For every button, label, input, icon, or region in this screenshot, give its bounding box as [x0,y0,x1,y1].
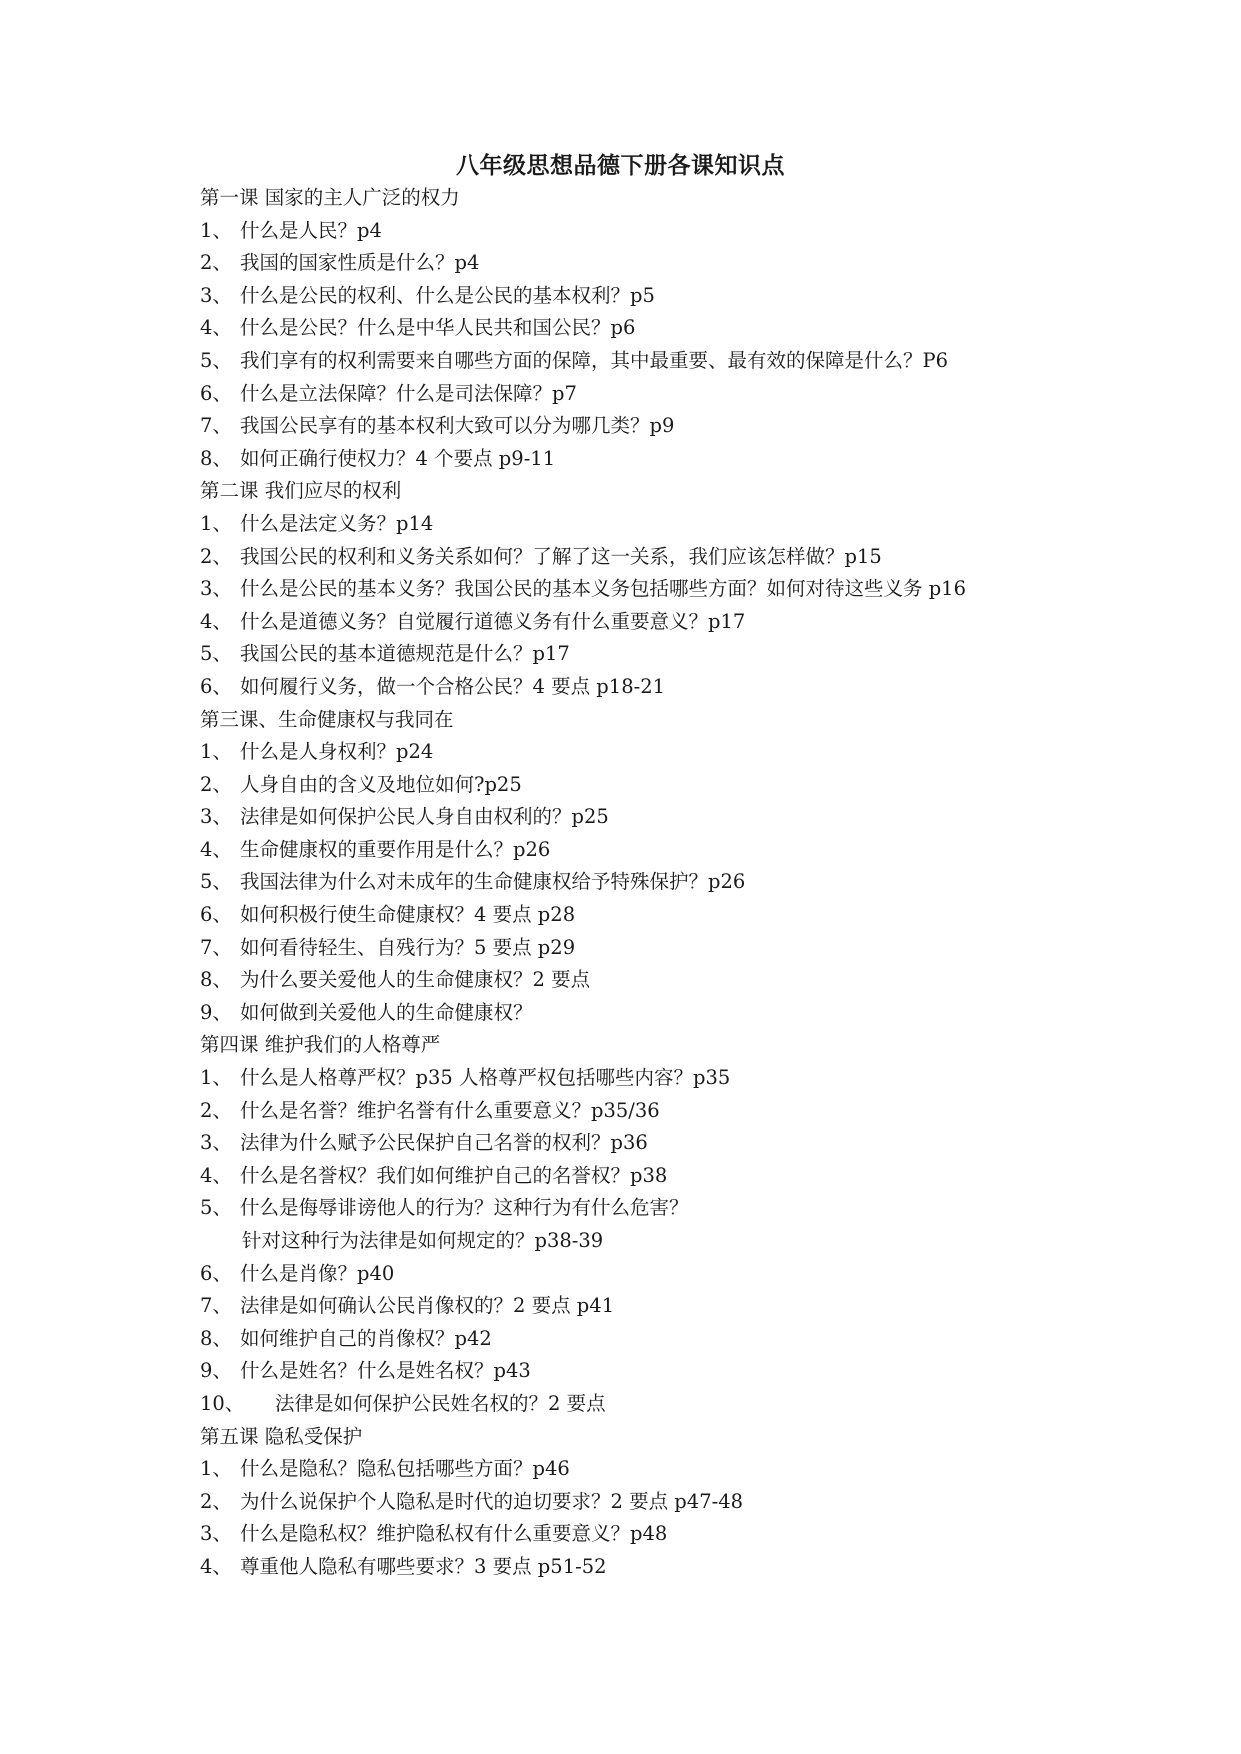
item-number: 2、 [200,772,232,796]
list-item [200,1518,1180,1551]
item-number: 3、 [200,805,232,829]
list-item [200,378,1180,411]
item-text: 如何正确行使权力？4 个要点 p9-11 [240,446,556,470]
item-number: 1、 [200,1066,232,1090]
item-number: 8、 [200,446,232,470]
list-item [200,638,1180,671]
item-text: 人身自由的含义及地位如何?p25 [240,772,522,796]
list-item [200,1160,1180,1193]
item-number: 5、 [200,642,232,666]
item-number: 3、 [200,577,232,601]
item-text: 什么是名誉权？我们如何维护自己的名誉权？p38 [240,1163,668,1187]
item-number: 3、 [200,283,232,307]
item-number: 7、 [200,414,232,438]
list-item [200,1355,1180,1388]
item-number: 9、 [200,1000,232,1024]
item-text: 我们享有的权利需要来自哪些方面的保障，其中最重要、最有效的保障是什么？P6 [240,348,949,372]
list-item [200,1258,1180,1291]
list-item [200,345,1180,378]
lesson-heading: 第一课 国家的主人广泛的权力 [200,186,460,209]
item-text: 如何积极行使生命健康权？4 要点 p28 [240,903,576,927]
item-text: 什么是人格尊严权？p35 人格尊严权包括哪些内容？p35 [240,1066,731,1090]
list-item [200,671,1180,704]
list-item [200,899,1180,932]
item-text: 如何履行义务，做一个合格公民？4 要点 p18-21 [240,674,666,698]
list-item [200,443,1180,476]
item-text: 什么是人民？p4 [240,218,382,242]
list-item [200,736,1180,769]
lesson-heading: 第四课 维护我们的人格尊严 [200,1033,441,1057]
list-item [200,1290,1180,1323]
item-number: 6、 [200,674,232,698]
item-text: 什么是法定义务？p14 [240,511,434,535]
list-item [200,508,1180,541]
item-number: 10、 [200,1391,245,1415]
item-number: 3、 [200,1131,232,1155]
item-number: 4、 [200,609,232,633]
list-item [200,801,1180,834]
document-body [200,182,1180,1584]
item-text: 我国公民的权利和义务关系如何？了解了这一关系，我们应该怎样做？p15 [240,544,882,568]
item-text: 我国法律为什么对未成年的生命健康权给予特殊保护？p26 [240,870,746,894]
list-item [200,1388,1180,1421]
list-item [200,834,1180,867]
item-text: 尊重他人隐私有哪些要求？3 要点 p51-52 [240,1554,607,1578]
item-text: 什么是公民？什么是中华人民共和国公民？p6 [240,316,636,340]
item-number: 1、 [200,1457,232,1481]
list-item [200,1453,1180,1486]
item-number: 3、 [200,1522,232,1546]
item-text: 我国公民的基本道德规范是什么？p17 [240,642,570,666]
item-number: 8、 [200,1326,232,1350]
item-number: 1、 [200,740,232,764]
list-item [200,573,1180,606]
list-item [200,215,1180,248]
list-item [200,606,1180,639]
item-text: 我国公民享有的基本权利大致可以分为哪几类？p9 [240,414,675,438]
item-text: 如何维护自己的肖像权？p42 [240,1326,492,1350]
list-item [200,997,1180,1030]
list-item [200,932,1180,965]
item-number: 9、 [200,1359,232,1383]
item-number: 4、 [200,837,232,861]
item-text: 法律是如何确认公民肖像权的？2 要点 p41 [240,1294,615,1318]
item-text: 什么是立法保障？什么是司法保障？p7 [240,381,577,405]
item-text: 什么是肖像？p40 [240,1261,395,1285]
item-number: 7、 [200,1294,232,1318]
list-item [200,1095,1180,1128]
item-text: 什么是姓名？什么是姓名权？p43 [240,1359,531,1383]
item-text: 什么是隐私？隐私包括哪些方面？p46 [240,1457,570,1481]
item-text: 什么是公民的基本义务？我国公民的基本义务包括哪些方面？如何对待这些义务 p16 [240,577,966,601]
list-item [200,1062,1180,1095]
list-item [200,312,1180,345]
lesson-heading: 第二课 我们应尽的权利 [200,479,402,503]
item-text: 为什么说保护个人隐私是时代的迫切要求？2 要点 p47-48 [240,1489,744,1513]
item-number: 8、 [200,968,232,992]
list-item [200,1323,1180,1356]
item-text: 什么是名誉？维护名誉有什么重要意义？p35/36 [240,1098,660,1122]
item-text: 为什么要关爱他人的生命健康权？2 要点 [240,968,591,992]
list-item [200,541,1180,574]
item-number: 4、 [200,316,232,340]
item-number: 4、 [200,1163,232,1187]
item-text: 法律是如何保护公民姓名权的？2 要点 [275,1391,606,1415]
list-item [200,247,1180,280]
list-item [200,964,1180,997]
list-item [200,1127,1180,1160]
item-number: 2、 [200,544,232,568]
lesson-heading: 第三课、生命健康权与我同在 [200,707,454,731]
item-text: 法律为什么赋予公民保护自己名誉的权利？p36 [240,1131,648,1155]
item-number: 5、 [200,870,232,894]
list-item [200,1192,1180,1225]
item-number: 6、 [200,381,232,405]
list-item [200,769,1180,802]
item-number: 7、 [200,935,232,959]
list-item [200,1551,1180,1584]
item-number: 2、 [200,1098,232,1122]
item-text: 什么是侮辱诽谤他人的行为？这种行为有什么危害？ [240,1196,689,1220]
item-number: 6、 [200,903,232,927]
list-item [200,410,1180,443]
item-text: 如何做到关爱他人的生命健康权？ [240,1000,533,1024]
list-item [200,280,1180,313]
item-text: 生命健康权的重要作用是什么？p26 [240,837,551,861]
item-number: 2、 [200,251,232,275]
item-number: 5、 [200,1196,232,1220]
item-number: 4、 [200,1554,232,1578]
item-number: 1、 [200,511,232,535]
page-title: 八年级思想品德下册各课知识点 [456,152,785,179]
item-text: 什么是隐私权？维护隐私权有什么重要意义？p48 [240,1522,668,1546]
lesson-heading: 第五课 隐私受保护 [200,1424,363,1448]
item-number: 1、 [200,218,232,242]
item-number: 2、 [200,1489,232,1513]
item-text: 如何看待轻生、自残行为？5 要点 p29 [240,935,576,959]
item-text: 什么是人身权利？p24 [240,740,434,764]
item-text: 什么是公民的权利、什么是公民的基本权利？p5 [240,283,655,307]
list-item-continuation: 针对这种行为法律是如何规定的？p38-39 [242,1229,604,1252]
list-item [200,866,1180,899]
item-text: 法律是如何保护公民人身自由权利的？p25 [240,805,609,829]
item-text: 什么是道德义务？自觉履行道德义务有什么重要意义？p17 [240,609,746,633]
item-number: 6、 [200,1261,232,1285]
list-item [200,1486,1180,1519]
item-number: 5、 [200,348,232,372]
item-text: 我国的国家性质是什么？p4 [240,251,480,275]
